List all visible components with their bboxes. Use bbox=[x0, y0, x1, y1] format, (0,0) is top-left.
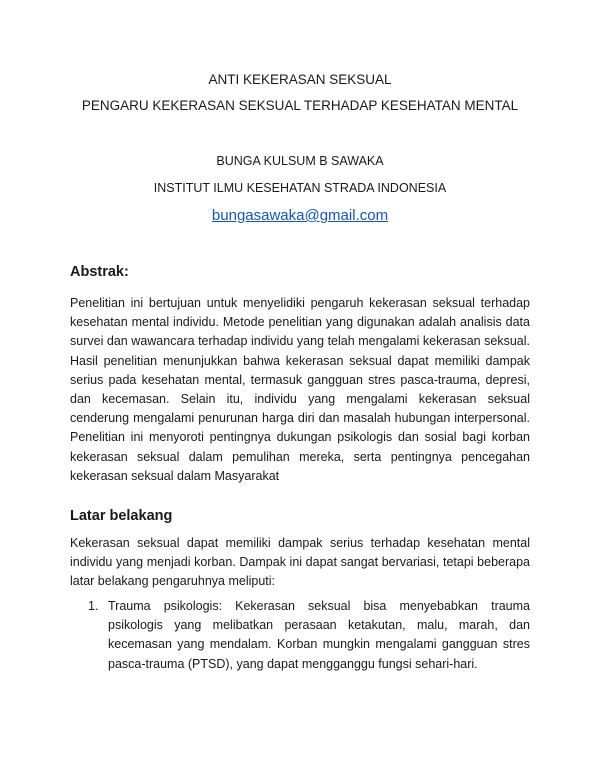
list-item-number: 1. bbox=[88, 599, 99, 613]
institution-name: INSTITUT ILMU KESEHATAN STRADA INDONESIA bbox=[153, 181, 447, 195]
paper-subtitle: PENGARU KEKERASAN SEKSUAL TERHADAP KESEHATAN MENTAL bbox=[81, 98, 519, 113]
list-item bbox=[70, 597, 530, 674]
paper-title: ANTI KEKERASAN SEKSUAL bbox=[208, 72, 392, 87]
author-email-link[interactable]: bungasawaka@gmail.com bbox=[211, 207, 389, 224]
background-list bbox=[70, 597, 530, 674]
abstract-text: Penelitian ini bertujuan untuk menyelidiki pengaruh kekerasan seksual terhadap kesehatan mental individu. Metode penelitian yang digunakan adalah analisis data survei dan wawancara terhadap individu yang telah mengalami kekerasan seksual. Hasil penelitian menunjukkan bahwa kekerasan seksual dapat memiliki dampak serius pada kesehatan mental, termasuk gangguan stres pasca-trauma, depresi, dan kecemasan. Selain itu, individu yang mengalami kekerasan seksual cenderung mengalami penurunan harga diri dan masalah hubungan interpersonal. Penelitian ini menyoroti pentingnya dukungan psikologis dan sosial bagi korban kekerasan seksual dalam pemulihan mereka, serta pentingnya pencegahan kekerasan seksual dalam Masyarakat bbox=[70, 296, 530, 483]
author-name: BUNGA KULSUM B SAWAKA bbox=[216, 154, 384, 168]
background-text: Kekerasan seksual dapat memiliki dampak serius terhadap kesehatan mental individu yang menjadi korban. Dampak ini dapat sangat bervariasi, tetapi beberapa latar belakang pengaruhnya meliputi: bbox=[70, 536, 530, 589]
list-item-text: Trauma psikologis: Kekerasan seksual bisa menyebabkan trauma psikologis yang melibatkan perasaan ketakutan, malu, marah, dan kecemasan yang mendalam. Korban mungkin mengalami gangguan stres pasca-trauma (PTSD), yang dapat mengganggu fungsi sehari-hari. bbox=[108, 599, 530, 671]
background-heading: Latar belakang bbox=[70, 508, 173, 524]
abstract-heading: Abstrak: bbox=[70, 264, 129, 280]
